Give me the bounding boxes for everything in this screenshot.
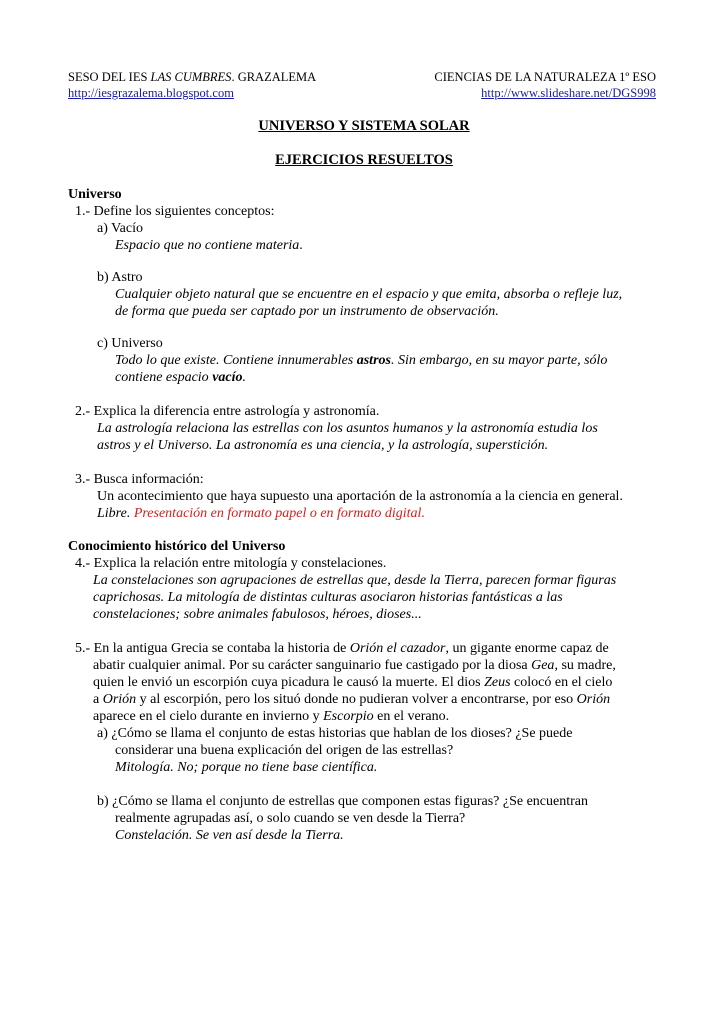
question-2-prompt: 2.- Explica la diferencia entre astrología y astronomía. xyxy=(75,404,380,419)
question-1-prompt: 1.- Define los siguientes conceptos: xyxy=(75,204,275,219)
question-2-answer-line1: La astrología relaciona las estrellas con los asuntos humanos y la astronomía estudia los xyxy=(97,421,598,436)
question-1b-answer-line2: de forma que pueda ser captado por un instrumento de observación. xyxy=(115,304,499,319)
header-subject: CIENCIAS DE LA NATURALEZA 1º ESO xyxy=(434,70,656,84)
question-1b-answer-line1: Cualquier objeto natural que se encuentre en el espacio y que emita, absorba o refleje luz, xyxy=(115,287,623,302)
question-5a-answer: Mitología. No; porque no tiene base científica. xyxy=(115,760,378,775)
question-1a-label: a) Vacío xyxy=(97,221,143,236)
question-4-answer-line2: caprichosas. La mitología de distintas culturas asociaron historias fantásticas a las xyxy=(93,590,563,605)
question-2-answer-line2: astros y el Universo. La astronomía es una ciencia, y la astrología, superstición. xyxy=(97,438,549,453)
question-4-prompt: 4.- Explica la relación entre mitología y constelaciones. xyxy=(75,556,387,571)
question-5a-line1: a) ¿Cómo se llama el conjunto de estas historias que hablan de los dioses? ¿Se puede xyxy=(97,726,573,741)
page-subtitle: EJERCICIOS RESUELTOS xyxy=(275,152,453,168)
section-heading-historico: Conocimiento histórico del Universo xyxy=(68,539,286,554)
header-school: SESO DEL IES LAS CUMBRES. GRAZALEMA xyxy=(68,70,317,84)
question-5b-line2: realmente agrupadas así, o solo cuando se ven desde la Tierra? xyxy=(115,811,466,826)
page-title: UNIVERSO Y SISTEMA SOLAR xyxy=(258,118,470,134)
question-1a-answer: Espacio que no contiene materia. xyxy=(115,238,303,253)
question-1c-answer-line1: Todo lo que existe. Contiene innumerables astros. Sin embargo, en su mayor parte, sólo xyxy=(115,353,608,368)
question-1b-label: b) Astro xyxy=(97,270,143,285)
question-5a-line2: considerar una buena explicación del origen de las estrellas? xyxy=(115,743,454,758)
question-3-answer: Libre. Presentación en formato papel o en formato digital. xyxy=(97,506,425,521)
question-3-task: Un acontecimiento que haya supuesto una aportación de la astronomía a la ciencia en general. xyxy=(97,489,623,504)
question-5b-line1: b) ¿Cómo se llama el conjunto de estrellas que componen estas figuras? ¿Se encuentran xyxy=(97,794,588,809)
question-5b-answer: Constelación. Se ven así desde la Tierra. xyxy=(115,828,344,843)
question-5-text-line4: a Orión y al escorpión, pero los situó donde no pudieran volver a encontrarse, por eso Orión xyxy=(93,692,611,707)
question-5-text-line3: quien le envió un escorpión cuya picadura le causó la muerte. El dios Zeus colocó en el cielo xyxy=(93,675,613,690)
header-blog-link[interactable]: http://iesgrazalema.blogspot.com xyxy=(68,86,234,100)
question-5-text-line2: abatir cualquier animal. Por su carácter sanguinario fue castigado por la diosa Gea, su madre, xyxy=(93,658,616,673)
question-5-text-line1: 5.- En la antigua Grecia se contaba la historia de Orión el cazador, un gigante enorme capaz de xyxy=(75,641,609,656)
section-heading-universo: Universo xyxy=(68,187,122,202)
header-slideshare-link[interactable]: http://www.slideshare.net/DGS998 xyxy=(481,86,656,100)
question-1c-answer-line2: contiene espacio vacío. xyxy=(115,370,247,385)
question-5-text-line5: aparece en el cielo durante en invierno y Escorpio en el verano. xyxy=(93,709,450,724)
question-3-prompt: 3.- Busca información: xyxy=(75,472,204,487)
question-4-answer-line1: La constelaciones son agrupaciones de estrellas que, desde la Tierra, parecen formar figuras xyxy=(93,573,617,588)
question-4-answer-line3: constelaciones; sobre animales fabulosos, héroes, dioses... xyxy=(93,607,422,622)
question-1c-label: c) Universo xyxy=(97,336,163,351)
